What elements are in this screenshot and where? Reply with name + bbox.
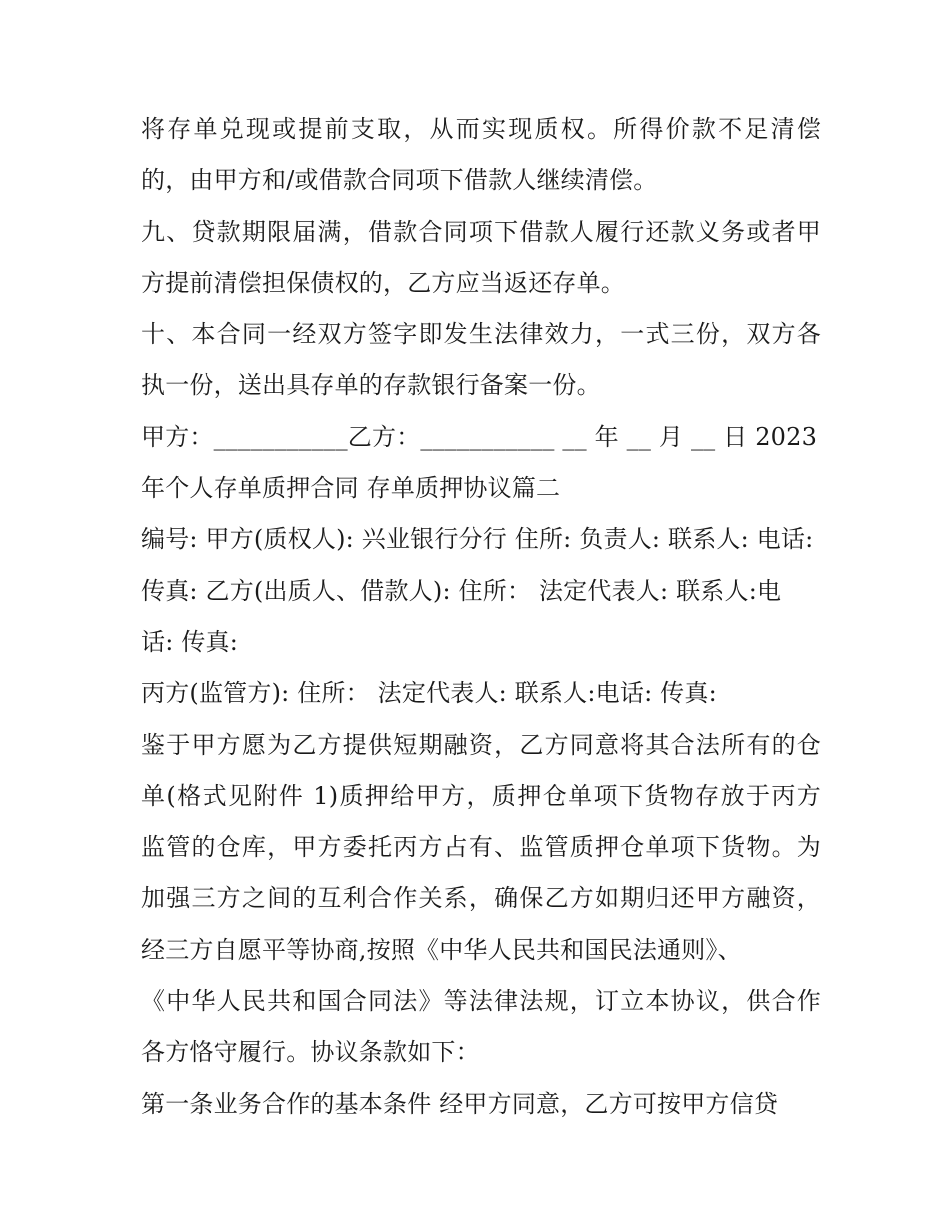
text-line: 第一条业务合作的基本条件 经甲方同意，乙方可按甲方信贷 xyxy=(141,1089,779,1118)
text-line: 执一份，送出具存单的存款银行备案一份。 xyxy=(141,371,601,400)
text-line: 年个人存单质押合同 存单质押协议篇二 xyxy=(141,474,561,503)
text-line: 甲方：___________乙方：___________ __ 年 __ 月 __ 日 2023 xyxy=(141,422,818,451)
text-line: 方提前清偿担保债权的，乙方应当返还存单。 xyxy=(141,268,625,297)
text-line: 九、贷款期限届满，借款合同项下借款人履行还款义务或者甲 xyxy=(141,217,821,246)
text-line: 《中华人民共和国合同法》等法律法规，订立本协议，供合作 xyxy=(141,987,821,1016)
text-line: 单(格式见附件 1)质押给甲方，质押仓单项下货物存放于丙方 xyxy=(141,781,821,810)
text-line: 各方恪守履行。协议条款如下： xyxy=(141,1038,480,1067)
text-line: 传真: 乙方(出质人、借款人): 住所： 法定代表人: 联系人:电 xyxy=(141,576,782,605)
text-line: 经三方自愿平等协商,按照《中华人民共和国民法通则》、 xyxy=(141,935,742,964)
text-line: 编号: 甲方(质权人): 兴业银行分行 住所: 负责人: 联系人: 电话: xyxy=(141,525,814,554)
text-line: 丙方(监管方): 住所： 法定代表人: 联系人:电话: 传真: xyxy=(141,679,717,708)
text-line: 十、本合同一经双方签字即发生法律效力，一式三份，双方各 xyxy=(141,320,821,349)
text-line: 的，由甲方和/或借款合同项下借款人继续清偿。 xyxy=(141,166,658,195)
document-body xyxy=(141,104,821,1130)
text-line: 监管的仓库，甲方委托丙方占有、监管质押仓单项下货物。为 xyxy=(141,833,821,862)
text-line: 加强三方之间的互利合作关系，确保乙方如期归还甲方融资， xyxy=(141,884,821,913)
text-line: 鉴于甲方愿为乙方提供短期融资，乙方同意将其合法所有的仓 xyxy=(141,730,821,759)
text-line: 将存单兑现或提前支取，从而实现质权。所得价款不足清偿 xyxy=(141,115,821,143)
text-line: 话: 传真: xyxy=(141,627,239,656)
